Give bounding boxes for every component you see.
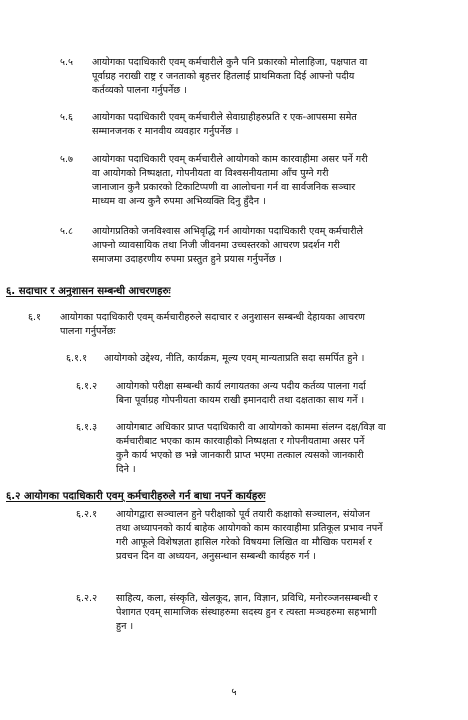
clause-number: ६.१.२	[76, 381, 98, 392]
page-number: ५	[231, 687, 237, 698]
clause-6-1	[28, 311, 450, 339]
clause-line: आयोगका पदाधिकारी एवम् कर्मचारीहरुले सदाचार र अनुशासन सम्बन्धी देहायका आचरण	[60, 312, 365, 323]
clause-5-8	[60, 225, 452, 267]
clause-line: गरी आफूले विशेषज्ञता हासिल गरेको विषयमा लिखित वा मौखिक परामर्श र	[116, 537, 372, 548]
section-6-2-heading: ६.२ आयोगका पदाधिकारी एवम् कर्मचारीहरुले गर्न बाधा नपर्ने कार्यहरुः	[6, 491, 266, 502]
clause-line: आयोगको उद्देश्य, नीति, कार्यक्रम, मूल्य एवम् मान्यताप्रति सदा समर्पित हुने ।	[104, 353, 365, 364]
clause-line: आयोगबाट अधिकार प्राप्त पदाधिकारी वा आयोगको काममा संलग्न दक्ष/विज्ञ वा	[116, 422, 386, 433]
clause-number: ६.२.१	[76, 509, 98, 520]
clause-number: ५.७	[60, 154, 74, 165]
clause-5-7	[60, 153, 452, 209]
clause-number: ५.६	[60, 112, 74, 123]
clause-line: प्रवचन दिन वा अध्ययन, अनुसन्धान सम्बन्धी कार्यहरु गर्न ।	[116, 551, 317, 562]
clause-line: साहित्य, कला, संस्कृति, खेलकूद, ज्ञान, विज्ञान, प्रविधि, मनोरञ्जनसम्बन्धी र	[116, 593, 378, 604]
clause-line: सम्मानजनक र मानवीय व्यवहार गर्नुपर्नेछ ।	[92, 126, 239, 137]
clause-6-1-1	[66, 352, 454, 366]
clause-6-1-3	[76, 421, 454, 477]
section-6-heading: ६. सदाचार र अनुशासन सम्बन्धी आचरणहरुः	[6, 286, 171, 297]
clause-line: समाजमा उदाहरणीय रुपमा प्रस्तुत हुने प्रयास गर्नुपर्नेछ ।	[92, 254, 283, 265]
clause-number: ६.१.३	[76, 422, 98, 433]
clause-6-2-1	[76, 508, 454, 564]
clause-line: तथा अध्यापनको कार्य बाहेक आयोगको काम कारवाहीमा प्रतिकूल प्रभाव नपर्ने	[116, 523, 383, 534]
clause-line: जानाजान कुनै प्रकारको टिकाटिप्पणी वा आलोचना गर्न वा सार्वजनिक सञ्चार	[92, 182, 356, 193]
clause-5-5	[60, 56, 452, 98]
clause-line: आफ्नो व्यावसायिक तथा निजी जीवनमा उच्चस्तरको आचरण प्रदर्शन गरी	[92, 240, 340, 251]
clause-line: आयोगप्रतिको जनविश्वास अभिवृद्धि गर्न आयोगका पदाधिकारी एवम् कर्मचारीले	[92, 226, 364, 237]
clause-line: हुन ।	[116, 621, 134, 632]
clause-line: बिना पूर्वाग्रह गोपनीयता कायम राखी इमानदारी तथा दक्षताका साथ गर्ने ।	[116, 395, 365, 406]
clause-5-6	[60, 111, 452, 139]
clause-line: पेशागत एवम् सामाजिक संस्थाहरुमा सदस्य हुन र त्यस्ता मञ्चहरुमा सहभागी	[116, 607, 377, 618]
clause-6-2-2	[76, 592, 454, 634]
clause-line: आयोगको परीक्षा सम्बन्धी कार्य लगायतका अन्य पदीय कर्तव्य पालना गर्दा	[116, 381, 366, 392]
clause-number: ६.१	[28, 312, 42, 323]
clause-number: ६.२.२	[76, 593, 98, 604]
clause-line: आयोगद्वारा सञ्चालन हुने परीक्षाको पूर्व तयारी कक्षाको सञ्चालन, संयोजन	[116, 509, 371, 520]
clause-line: आयोगका पदाधिकारी एवम् कर्मचारीले आयोगको काम कारवाहीमा असर पर्ने गरी	[92, 154, 368, 165]
clause-line: कुनै कार्य भएको छ भन्ने जानकारी प्राप्त भएमा तत्काल त्यसको जानकारी	[116, 450, 364, 461]
clause-6-1-2	[76, 380, 454, 408]
clause-number: ५.५	[60, 57, 74, 68]
clause-number: ६.१.१	[66, 353, 88, 364]
clause-line: पूर्वाग्रह नराखी राष्ट्र र जनताको बृहत्तर हितलाई प्राथमिकता दिई आफ्नो पदीय	[92, 71, 355, 82]
clause-line: आयोगका पदाधिकारी एवम् कर्मचारीले सेवाग्राहीहरुप्रति र एक-आपसमा समेत	[92, 112, 357, 123]
clause-line: कर्तव्यको पालना गर्नुपर्नेछ ।	[92, 85, 187, 96]
clause-line: वा आयोगको निष्पक्षता, गोपनीयता वा विश्वसनीयतामा आँच पुग्ने गरी	[92, 168, 329, 179]
clause-number: ५.८	[60, 226, 74, 237]
clause-line: कर्मचारीबाट भएका काम कारवाहीको निष्पक्षता र गोपनीयतामा असर पर्ने	[116, 436, 365, 447]
clause-line: पालना गर्नुपर्नेछः	[60, 326, 116, 337]
clause-line: आयोगका पदाधिकारी एवम् कर्मचारीले कुनै पनि प्रकारको मोलाहिजा, पक्षपात वा	[92, 57, 368, 68]
clause-line: दिने ।	[116, 464, 136, 475]
clause-line: माध्यम वा अन्य कुनै रुपमा अभिव्यक्ति दिनु हुँदैन ।	[92, 196, 266, 207]
